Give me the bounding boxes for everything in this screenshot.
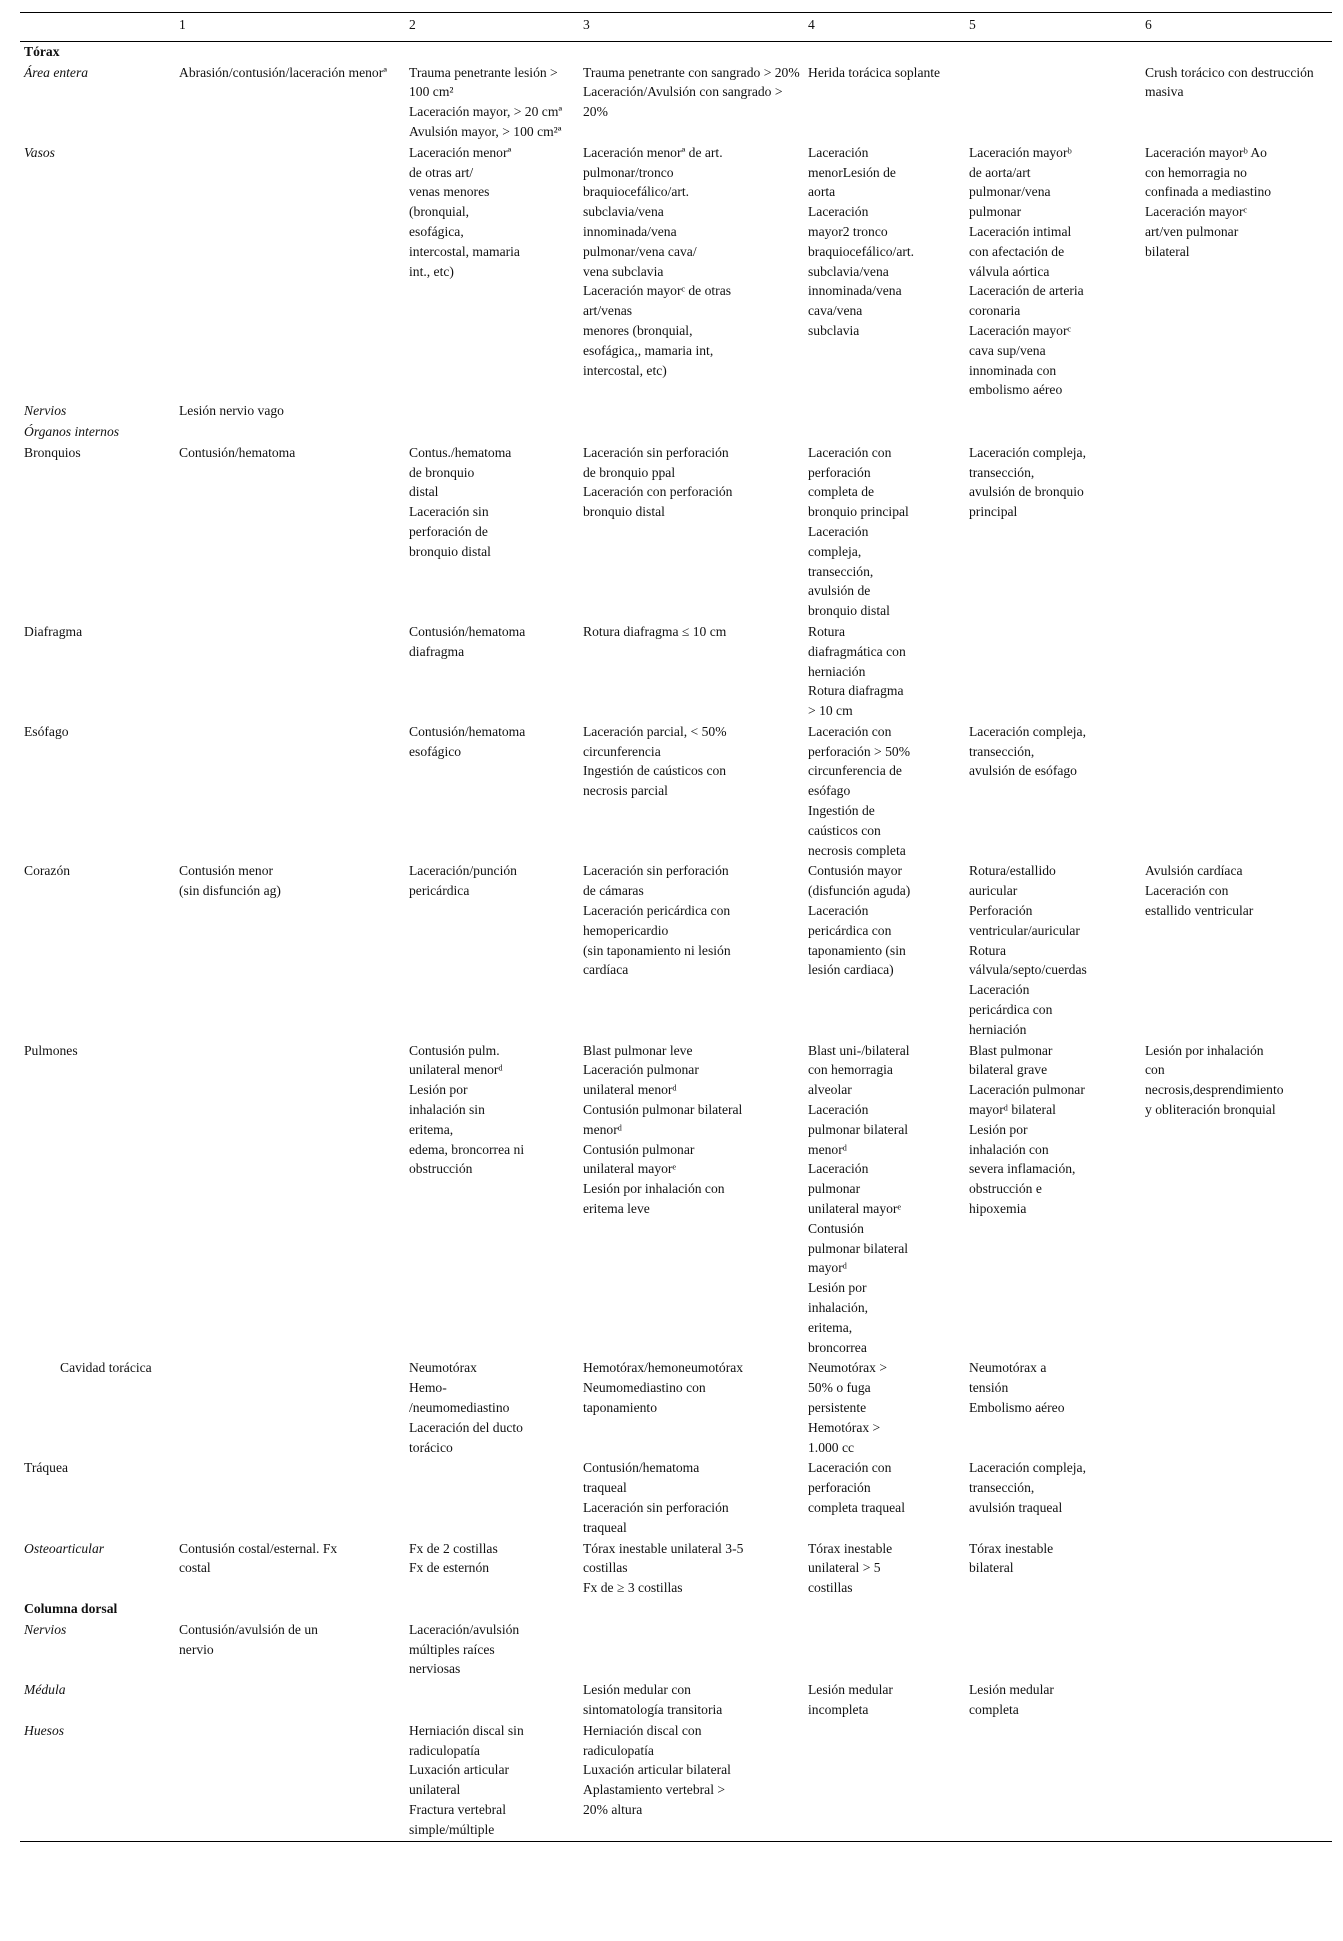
grade-3-cell: Trauma penetrante con sangrado > 20% Laceración/Avulsión con sangrado > 20%	[583, 64, 800, 120]
grade-1-cell: Abrasión/contusión/laceración menorª	[179, 64, 387, 80]
header-cell-label	[20, 13, 175, 42]
grade-3-cell	[579, 422, 804, 443]
row-label: Esófago	[24, 723, 69, 739]
grade-6-cell	[1141, 443, 1332, 622]
header-row	[20, 13, 1332, 42]
grade-3-cell: Rotura diafragma ≤ 10 cm	[583, 623, 727, 639]
header-cell-grade-1: 1	[179, 17, 186, 32]
grade-3-cell: Blast pulmonar leve Laceración pulmonar unilateral menorᵈ Contusión pulmonar bilateral menorᵈ Contusión pulmonar unilateral mayorᵉ Lesión por inhalación con eritema leve	[583, 1042, 743, 1217]
grade-6-cell: Laceración mayorᵇ Ao con hemorragia no confinada a mediastino Laceración mayorᶜ art/ven pulmonar bilateral	[1145, 144, 1272, 259]
header-cell-grade-3: 3	[583, 17, 590, 32]
grade-5-cell: Tórax inestable bilateral	[969, 1540, 1054, 1576]
grade-1-cell	[175, 722, 405, 862]
table-row	[20, 422, 1332, 443]
row-label: Tráquea	[24, 1460, 69, 1476]
grade-5-cell	[965, 401, 1141, 422]
header-cell-grade-4: 4	[808, 17, 815, 32]
table-row	[20, 401, 1332, 422]
row-label: Osteoarticular	[24, 1540, 105, 1556]
header-cell-grade-6: 6	[1145, 17, 1152, 32]
grade-5-cell: Laceración compleja, transección, avulsión de bronquio principal	[969, 444, 1086, 520]
table-row	[20, 1358, 1332, 1458]
grade-1-cell	[175, 1680, 405, 1721]
grade-2-cell: Laceración/punción pericárdica	[409, 863, 517, 899]
grade-2-cell: Contusión/hematoma diafragma	[409, 623, 526, 659]
grade-4-cell: Laceración con perforación completa traqueal	[808, 1460, 905, 1515]
grade-2-cell	[405, 1458, 579, 1538]
grade-2-cell: Neumotórax Hemo- /neumomediastino Laceración del ducto torácico	[409, 1360, 523, 1455]
grade-1-cell	[175, 622, 405, 722]
grade-3-cell: Laceración sin perforación de bronquio ppal Laceración con perforación bronquio distal	[583, 444, 733, 520]
header-cell-grade-2: 2	[409, 17, 416, 32]
grade-3-cell: Herniación discal con radiculopatía Luxación articular bilateral Aplastamiento vertebral > 20% altura	[583, 1722, 731, 1817]
grade-4-cell	[804, 422, 965, 443]
table-row	[20, 1680, 1332, 1721]
grade-3-cell: Laceración parcial, < 50% circunferencia Ingestión de caústicos con necrosis parcial	[583, 723, 727, 799]
grade-1-cell: Contusión/hematoma	[179, 444, 296, 460]
grade-1-cell	[175, 1041, 405, 1359]
grade-6-cell: Lesión por inhalación con necrosis,desprendimiento y obliteración bronquial	[1145, 1042, 1284, 1118]
grade-5-cell: Neumotórax a tensión Embolismo aéreo	[969, 1360, 1065, 1415]
grade-4-cell: Laceración menorLesión de aorta Laceración mayor2 tronco braquiocefálico/art. subclavia/vena innominada/vena cava/vena subclavia	[808, 144, 915, 338]
grade-4-cell: Lesión medular incompleta	[808, 1682, 893, 1717]
grade-2-cell: Contus./hematoma de bronquio distal Laceración sin perforación de bronquio distal	[409, 444, 512, 559]
grade-5-cell: Laceración mayorᵇ de aorta/art pulmonar/vena pulmonar Laceración intimal con afectación de válvula aórtica Laceración de arteria coronaria Laceración mayorᶜ cava sup/vena innominada con embolismo aéreo	[969, 144, 1084, 398]
injury-severity-table	[20, 12, 1332, 1842]
grade-1-cell: Contusión costal/esternal. Fx costal	[179, 1540, 338, 1576]
row-label: Nervios	[24, 403, 67, 419]
row-label: Médula	[24, 1682, 66, 1698]
grade-5-cell: Lesión medular completa	[969, 1682, 1054, 1717]
grade-2-cell	[405, 1680, 579, 1721]
grade-6-cell	[1141, 401, 1332, 422]
grade-4-cell: Laceración con perforación completa de bronquio principal Laceración compleja, transección, avulsión de bronquio distal	[808, 444, 909, 619]
section-row	[20, 1599, 1332, 1620]
grade-4-cell: Neumotórax > 50% o fuga persistente Hemotórax > 1.000 cc	[808, 1360, 888, 1455]
grade-1-cell: Contusión menor (sin disfunción ag)	[179, 863, 281, 899]
row-label: Bronquios	[24, 444, 81, 460]
grade-4-cell: Blast uni-/bilateral con hemorragia alveolar Laceración pulmonar bilateral menorᵈ Laceración pulmonar unilateral mayorᵉ Contusión pulmonar bilateral mayorᵈ Lesión por inhalación, eritema, broncorrea	[808, 1042, 910, 1355]
grade-3-cell: Laceración sin perforación de cámaras Laceración pericárdica con hemopericardio (sin taponamiento ni lesión cardíaca	[583, 863, 731, 978]
grade-2-cell	[405, 422, 579, 443]
grade-6-cell: Crush torácico con destrucción masiva	[1145, 64, 1314, 100]
grade-5-cell	[965, 622, 1141, 722]
grade-6-cell: Avulsión cardíaca Laceración con estallido ventricular	[1145, 863, 1254, 919]
grade-1-cell	[175, 143, 405, 401]
grade-6-cell	[1141, 1680, 1332, 1721]
grade-3-cell	[579, 401, 804, 422]
grade-2-cell: Contusión/hematoma esofágico	[409, 723, 526, 759]
grade-4-cell: Herida torácica soplante	[808, 64, 941, 80]
grade-1-cell	[175, 1721, 405, 1841]
grade-5-cell	[965, 422, 1141, 443]
header-cell-grade-5: 5	[969, 17, 976, 32]
grade-2-cell: Herniación discal sin radiculopatía Luxación articular unilateral Fractura vertebral simple/múltiple	[409, 1722, 524, 1837]
grade-4-cell: Laceración con perforación > 50% circunferencia de esófago Ingestión de caústicos con necrosis completa	[808, 723, 911, 858]
row-label: Vasos	[24, 144, 55, 160]
row-label: Corazón	[24, 863, 71, 879]
grade-5-cell: Rotura/estallido auricular Perforación ventricular/auricular Rotura válvula/septo/cuerdas Laceración pericárdica con herniación	[969, 863, 1087, 1037]
grade-4-cell	[804, 1721, 965, 1841]
table-row	[20, 1041, 1332, 1359]
grade-4-cell: Rotura diafragmática con herniación Rotura diafragma > 10 cm	[808, 623, 906, 719]
grade-5-cell	[965, 1721, 1141, 1841]
grade-5-cell: Laceración compleja, transección, avulsión de esófago	[969, 723, 1086, 779]
grade-3-cell: Tórax inestable unilateral 3-5 costillas Fx de ≥ 3 costillas	[583, 1540, 744, 1596]
grade-6-cell	[1141, 1721, 1332, 1841]
grade-1-cell	[175, 1358, 405, 1458]
table-row	[20, 622, 1332, 722]
grade-2-cell	[405, 401, 579, 422]
row-label: Huesos	[24, 1722, 65, 1738]
grade-3-cell	[579, 1620, 804, 1680]
grade-5-cell: Laceración compleja, transección, avulsión traqueal	[969, 1460, 1086, 1515]
grade-5-cell	[965, 1620, 1141, 1680]
table-row	[20, 1458, 1332, 1538]
grade-1-cell: Lesión nervio vago	[179, 403, 284, 419]
grade-2-cell: Laceración/avulsión múltiples raíces nerviosas	[409, 1621, 520, 1677]
grade-2-cell: Trauma penetrante lesión > 100 cm² Laceración mayor, > 20 cmª Avulsión mayor, > 100 cm²ª	[409, 64, 563, 139]
grade-5-cell	[965, 63, 1141, 143]
grade-2-cell: Contusión pulm. unilateral menorᵈ Lesión por inhalación sin eritema, edema, broncorrea ni obstrucción	[409, 1042, 525, 1177]
grade-3-cell: Laceración menorª de art. pulmonar/tronco braquiocefálico/art. subclavia/vena innominada/vena pulmonar/vena cava/ vena subclavia Laceración mayorᶜ de otras art/venas menores (bronquial, esofágica,, mamaria int, intercostal, etc)	[583, 144, 732, 378]
grade-1-cell	[175, 422, 405, 443]
table-row	[20, 1721, 1332, 1841]
grade-6-cell	[1141, 1539, 1332, 1599]
grade-6-cell	[1141, 1458, 1332, 1538]
grade-4-cell	[804, 401, 965, 422]
grade-1-cell: Contusión/avulsión de un nervio	[179, 1621, 318, 1657]
grade-4-cell: Tórax inestable unilateral > 5 costillas	[808, 1540, 893, 1596]
row-label: Pulmones	[24, 1042, 78, 1058]
grade-3-cell: Lesión medular con sintomatología transitoria	[583, 1682, 723, 1717]
grade-4-cell: Contusión mayor (disfunción aguda) Laceración pericárdica con taponamiento (sin lesión cardiaca)	[808, 863, 911, 978]
row-label: Diafragma	[24, 623, 83, 639]
grade-4-cell	[804, 1620, 965, 1680]
grade-6-cell	[1141, 722, 1332, 862]
row-label: Cavidad torácica	[60, 1360, 152, 1376]
row-label: Área entera	[24, 64, 89, 80]
grade-6-cell	[1141, 1358, 1332, 1458]
table-row	[20, 861, 1332, 1040]
grade-6-cell	[1141, 1620, 1332, 1680]
table-row	[20, 143, 1332, 401]
row-label: Nervios	[24, 1621, 67, 1637]
row-label: Órganos internos	[24, 423, 120, 439]
table-row	[20, 443, 1332, 622]
section-heading: Tórax	[24, 43, 60, 59]
grade-3-cell: Contusión/hematoma traqueal Laceración sin perforación traqueal	[583, 1460, 729, 1535]
table-row	[20, 63, 1332, 143]
table-row	[20, 722, 1332, 862]
table-row	[20, 1539, 1332, 1599]
section-heading: Columna dorsal	[24, 1600, 118, 1616]
grade-2-cell: Fx de 2 costillas Fx de esternón	[409, 1540, 498, 1576]
grade-6-cell	[1141, 422, 1332, 443]
grade-1-cell	[175, 1458, 405, 1538]
table-body	[20, 41, 1332, 1841]
grade-3-cell: Hemotórax/hemoneumotórax Neumomediastino con taponamiento	[583, 1360, 744, 1415]
section-row	[20, 41, 1332, 62]
grade-2-cell: Laceración menorª de otras art/ venas menores (bronquial, esofágica, intercostal, mamaria int., etc)	[409, 144, 520, 279]
grade-5-cell: Blast pulmonar bilateral grave Laceración pulmonar mayorᵈ bilateral Lesión por inhalación con severa inflamación, obstrucción e hipoxemia	[969, 1042, 1085, 1217]
table-row	[20, 1620, 1332, 1680]
grade-6-cell	[1141, 622, 1332, 722]
